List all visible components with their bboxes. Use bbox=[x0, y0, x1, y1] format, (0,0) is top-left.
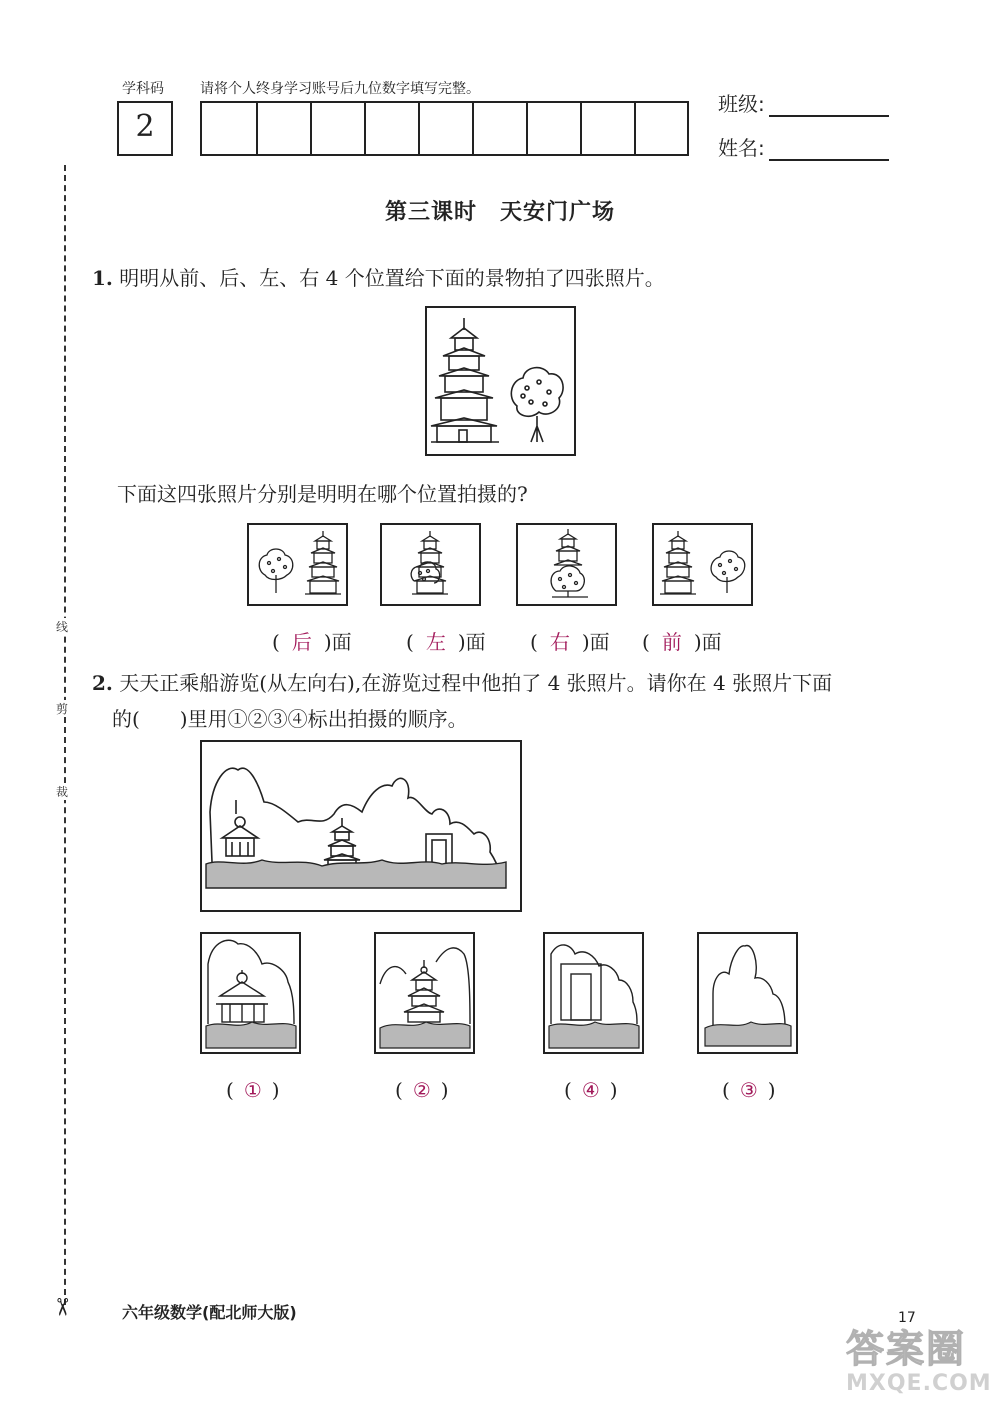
watermark-brand: 答案圈 bbox=[846, 1327, 967, 1371]
class-field[interactable] bbox=[718, 88, 889, 117]
paren-close: ) bbox=[609, 1078, 618, 1102]
river-panorama bbox=[200, 740, 522, 912]
boat-photo-4 bbox=[697, 932, 798, 1054]
answer-value: 前 bbox=[661, 630, 682, 654]
photo-back bbox=[247, 523, 348, 606]
name-blank[interactable] bbox=[769, 137, 889, 161]
answer-photo-2[interactable] bbox=[406, 626, 486, 655]
paren-open: ( bbox=[226, 1078, 234, 1102]
paren-close: )面 bbox=[457, 630, 486, 654]
account-instruction: 请将个人终身学习账号后九位数字填写完整。 bbox=[200, 81, 480, 97]
answer-value: 左 bbox=[425, 630, 446, 654]
photo-right bbox=[516, 523, 617, 606]
cut-line-label-line: 线 bbox=[56, 620, 69, 634]
paren-close: )面 bbox=[693, 630, 722, 654]
boat-photo-2 bbox=[374, 932, 475, 1054]
question-2-line-1 bbox=[92, 665, 922, 701]
class-blank[interactable] bbox=[769, 93, 889, 117]
account-digit-cell[interactable] bbox=[202, 103, 256, 154]
question-1-number: 1. bbox=[92, 266, 113, 290]
answer-photo-4[interactable] bbox=[642, 626, 722, 655]
answer-value: 后 bbox=[291, 630, 312, 654]
account-digit-cell[interactable] bbox=[634, 103, 689, 154]
paren-close: ) bbox=[767, 1078, 776, 1102]
account-digit-cell[interactable] bbox=[526, 103, 580, 154]
paren-close: ) bbox=[440, 1078, 449, 1102]
answer-value: ② bbox=[412, 1078, 431, 1102]
paren-open: ( bbox=[406, 630, 414, 654]
account-number-grid bbox=[200, 101, 689, 156]
photo-left bbox=[380, 523, 481, 606]
account-digit-cell[interactable] bbox=[472, 103, 526, 154]
account-digit-cell[interactable] bbox=[310, 103, 364, 154]
paren-open: ( bbox=[530, 630, 538, 654]
scissors-icon: ✂ bbox=[48, 1296, 77, 1318]
question-2-line-2: 的( )里用①②③④标出拍摄的顺序。 bbox=[112, 707, 468, 731]
question-1 bbox=[92, 262, 665, 291]
answer-boat-photo-1[interactable] bbox=[226, 1078, 280, 1102]
class-label: 班级: bbox=[718, 92, 765, 116]
answer-photo-3[interactable] bbox=[530, 626, 610, 655]
subject-code-value: 2 bbox=[135, 109, 155, 144]
boat-photo-1 bbox=[200, 932, 301, 1054]
answer-value: 右 bbox=[549, 630, 570, 654]
question-2-number: 2. bbox=[92, 671, 113, 695]
watermark-logo bbox=[846, 1318, 996, 1410]
question-2 bbox=[92, 665, 922, 737]
boat-photo-3 bbox=[543, 932, 644, 1054]
scenery-picture bbox=[425, 306, 576, 456]
paren-close: )面 bbox=[581, 630, 610, 654]
paren-open: ( bbox=[272, 630, 280, 654]
answer-value: ① bbox=[243, 1078, 262, 1102]
account-digit-cell[interactable] bbox=[580, 103, 634, 154]
answer-boat-photo-2[interactable] bbox=[395, 1078, 449, 1102]
cut-line-label-trim: 裁 bbox=[56, 785, 69, 799]
lesson-title: 第三课时 天安门广场 bbox=[384, 200, 615, 225]
paren-open: ( bbox=[395, 1078, 403, 1102]
page-number: 17 bbox=[898, 1310, 916, 1326]
answer-value: ③ bbox=[739, 1078, 758, 1102]
photo-front bbox=[652, 523, 753, 606]
cut-line-label-cut: 剪 bbox=[56, 702, 69, 716]
name-field[interactable] bbox=[718, 132, 889, 161]
subject-code-label: 学科码 bbox=[122, 81, 164, 97]
watermark-site: MXQE.COM bbox=[846, 1371, 992, 1396]
question-1-subquestion: 下面这四张照片分别是明明在哪个位置拍摄的? bbox=[117, 482, 528, 506]
question-1-text: 明明从前、后、左、右 4 个位置给下面的景物拍了四张照片。 bbox=[119, 266, 665, 290]
answer-value: ④ bbox=[581, 1078, 600, 1102]
subject-code-box bbox=[117, 101, 173, 156]
question-2-text: 天天正乘船游览(从左向右),在游览过程中他拍了 4 张照片。请你在 4 张照片下面 bbox=[119, 671, 833, 695]
name-label: 姓名: bbox=[718, 136, 765, 160]
paren-open: ( bbox=[564, 1078, 572, 1102]
paren-close: )面 bbox=[323, 630, 352, 654]
answer-boat-photo-4[interactable] bbox=[722, 1078, 776, 1102]
answer-boat-photo-3[interactable] bbox=[564, 1078, 618, 1102]
paren-close: ) bbox=[271, 1078, 280, 1102]
account-digit-cell[interactable] bbox=[256, 103, 310, 154]
book-title: 六年级数学(配北师大版) bbox=[122, 1303, 297, 1322]
paren-open: ( bbox=[642, 630, 650, 654]
account-digit-cell[interactable] bbox=[364, 103, 418, 154]
answer-photo-1[interactable] bbox=[272, 626, 352, 655]
cut-line bbox=[64, 165, 66, 1305]
paren-open: ( bbox=[722, 1078, 730, 1102]
account-digit-cell[interactable] bbox=[418, 103, 472, 154]
